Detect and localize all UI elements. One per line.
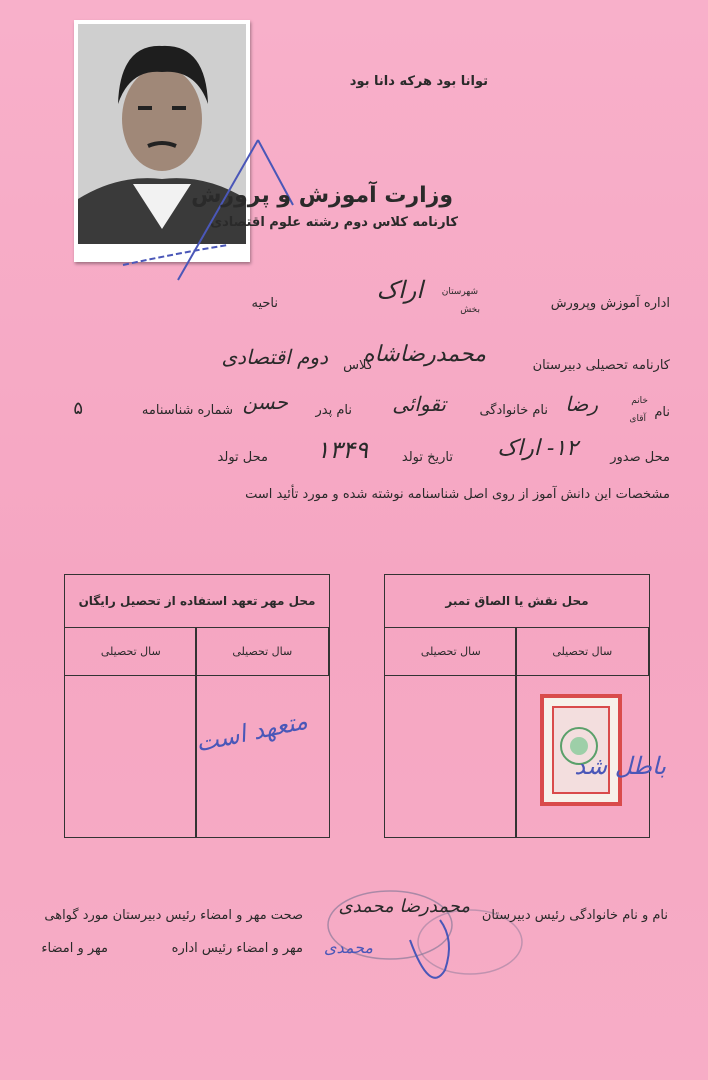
district-label: ناحیه bbox=[251, 296, 278, 311]
pledge-box-title: محل مهر تعهد استفاده از تحصیل رایگان bbox=[65, 575, 329, 628]
birthdate-label: تاریخ تولد bbox=[401, 450, 453, 465]
stamp-box-year-1: سال تحصیلی bbox=[420, 644, 481, 658]
footer-line2-right: مهر و امضاء رئیس اداره bbox=[171, 941, 303, 956]
cancelled-handwriting: باطل شد bbox=[574, 752, 666, 780]
pledge-box bbox=[64, 574, 330, 838]
father-value: حسن bbox=[242, 390, 288, 414]
office-label: اداره آموزش وپرورش bbox=[550, 296, 670, 311]
bakhsh-label: بخش bbox=[460, 305, 480, 315]
pledge-handwriting: متعهد است bbox=[193, 706, 310, 758]
confirm-text: مشخصات این دانش آموز از روی اصل شناسنامه نوشته شده و مورد تأئید است bbox=[245, 487, 670, 502]
revenue-stamp bbox=[540, 694, 622, 806]
school-value: محمدرضاشاه bbox=[363, 342, 486, 367]
class-label: کلاس bbox=[343, 358, 373, 373]
name-label: نام bbox=[654, 405, 670, 420]
birthplace-label: محل تولد bbox=[217, 450, 268, 465]
stamp-box-year-2: سال تحصیلی bbox=[517, 627, 650, 675]
issue-value: ۱۲- اراک bbox=[497, 436, 578, 461]
report-subtitle: کارنامه کلاس دوم رشته علوم اقتصادی bbox=[210, 215, 458, 230]
first-name-value: رضا bbox=[565, 392, 598, 416]
agha-label: آقای bbox=[629, 414, 646, 424]
blue-stamp-mark bbox=[118, 135, 298, 285]
family-label: نام خانوادگی bbox=[479, 403, 548, 418]
footer-line2-label: مهر و امضاء bbox=[41, 941, 108, 956]
principal-name: محمدرضا محمدی bbox=[338, 896, 470, 917]
ministry-title: وزارت آموزش و پرورش bbox=[191, 183, 453, 208]
father-label: نام پدر bbox=[315, 403, 352, 418]
pledge-box-year-2: سال تحصیلی bbox=[197, 627, 330, 675]
family-value: تقوائی bbox=[392, 392, 446, 416]
stamp-box-title: محل نقش یا الصاق تمبر bbox=[385, 575, 649, 628]
city-label: شهرستان bbox=[441, 287, 478, 297]
school-label: کارنامه تحصیلی دبیرستان bbox=[532, 358, 670, 373]
city-value: اراک bbox=[376, 276, 423, 304]
id-label: شماره شناسنامه bbox=[141, 403, 233, 418]
id-value: ۵ bbox=[73, 398, 83, 419]
footer-line1-label: نام و نام خانوادگی رئیس دبیرستان bbox=[481, 908, 668, 923]
footer-line1-right: صحت مهر و امضاء رئیس دبیرستان مورد گواهی bbox=[44, 908, 303, 923]
director-signature: محمدی bbox=[323, 938, 373, 957]
class-value: دوم اقتصادی bbox=[221, 345, 328, 369]
khanom-label: خانم bbox=[631, 396, 648, 406]
birthdate-value: ۱۳۴۹ bbox=[316, 436, 368, 464]
issue-label: محل صدور bbox=[610, 450, 670, 465]
motto: توانا بود هرکه دانا بود bbox=[349, 74, 488, 89]
pledge-box-year-1: سال تحصیلی bbox=[100, 644, 161, 658]
